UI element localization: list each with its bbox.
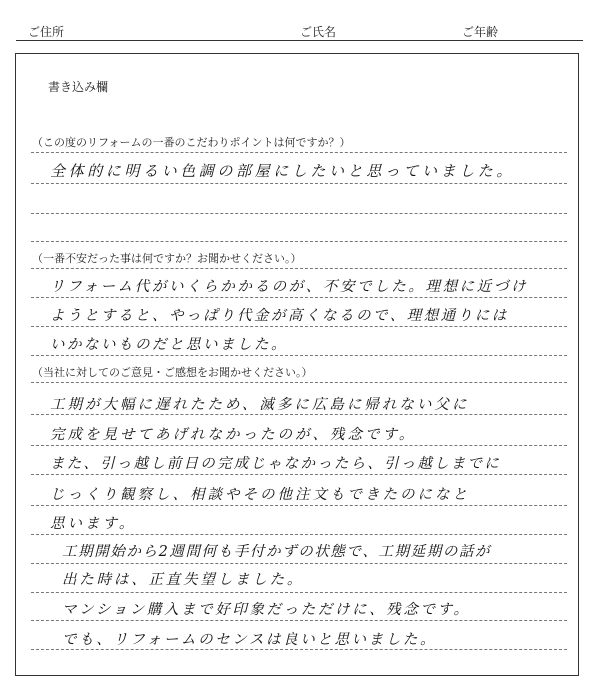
section-title: 書き込み欄 xyxy=(48,80,109,94)
rule-line xyxy=(31,355,567,356)
rule-line xyxy=(31,592,567,593)
rule-line xyxy=(31,534,567,535)
rule-line xyxy=(31,241,567,242)
address-label: ご住所 xyxy=(28,25,65,39)
question-3-answer-line: マンション購入まで好印象だっただけに、残念です。 xyxy=(62,602,471,618)
question-2-answer-line: ようとすると、やっぱり代金が高くなるので、理想通りには xyxy=(50,308,509,324)
question-2-answer-line: いかないものだと思いました。 xyxy=(50,337,288,353)
rule-line xyxy=(31,213,567,214)
rule-line xyxy=(31,152,567,153)
question-3-answer-line: じっくり観察し、相談やその他注文もできたのになと xyxy=(50,487,470,503)
rule-line xyxy=(31,649,567,650)
rule-line xyxy=(31,563,567,564)
rule-line xyxy=(31,620,567,621)
rule-line xyxy=(31,297,567,298)
question-2-prompt: （一番不安だった事は何ですか？お聞かせください。） xyxy=(32,252,302,265)
question-3-answer-line: また、引っ越し前日の完成じゃなかったら、引っ越しまでに xyxy=(50,456,501,472)
rule-line xyxy=(31,183,567,184)
question-1-prompt: （この度のリフォームの一番のこだわりポイントは何ですか？） xyxy=(32,136,351,149)
rule-line xyxy=(31,414,567,415)
question-2-answer-line: リフォーム代がいくらかかるのが、不安でした。理想に近づけ xyxy=(50,279,529,295)
rule-line xyxy=(31,505,567,506)
age-label: ご年齢 xyxy=(462,25,499,39)
name-label: ご氏名 xyxy=(300,25,337,39)
question-3-answer-line: 工期開始から2週間何も手付かずの状態で、工期延期の話が xyxy=(62,544,492,560)
question-3-prompt: （当社に対してのご意見・ご感想をお聞かせください。） xyxy=(32,366,313,379)
rule-line xyxy=(31,382,567,383)
customer-info-header xyxy=(0,0,597,40)
question-3-answer-line: でも、リフォームのセンスは良いと思いました。 xyxy=(62,632,438,648)
rule-line xyxy=(31,474,567,475)
header-underline xyxy=(16,40,583,41)
question-3-answer-line: 出た時は、正直失望しました。 xyxy=(62,572,305,588)
rule-line xyxy=(31,445,567,446)
rule-line xyxy=(31,326,567,327)
question-1-answer-line: 全体的に明るい色調の部屋にしたいと思っていました。 xyxy=(50,162,516,180)
question-3-answer-line: 思います。 xyxy=(50,516,137,532)
rule-line xyxy=(31,268,567,269)
question-3-answer-line: 完成を見せてあげれなかったのが、残念です。 xyxy=(50,427,417,443)
question-3-answer-line: 工期が大幅に遅れたため、滅多に広島に帰れない父に xyxy=(50,397,470,413)
